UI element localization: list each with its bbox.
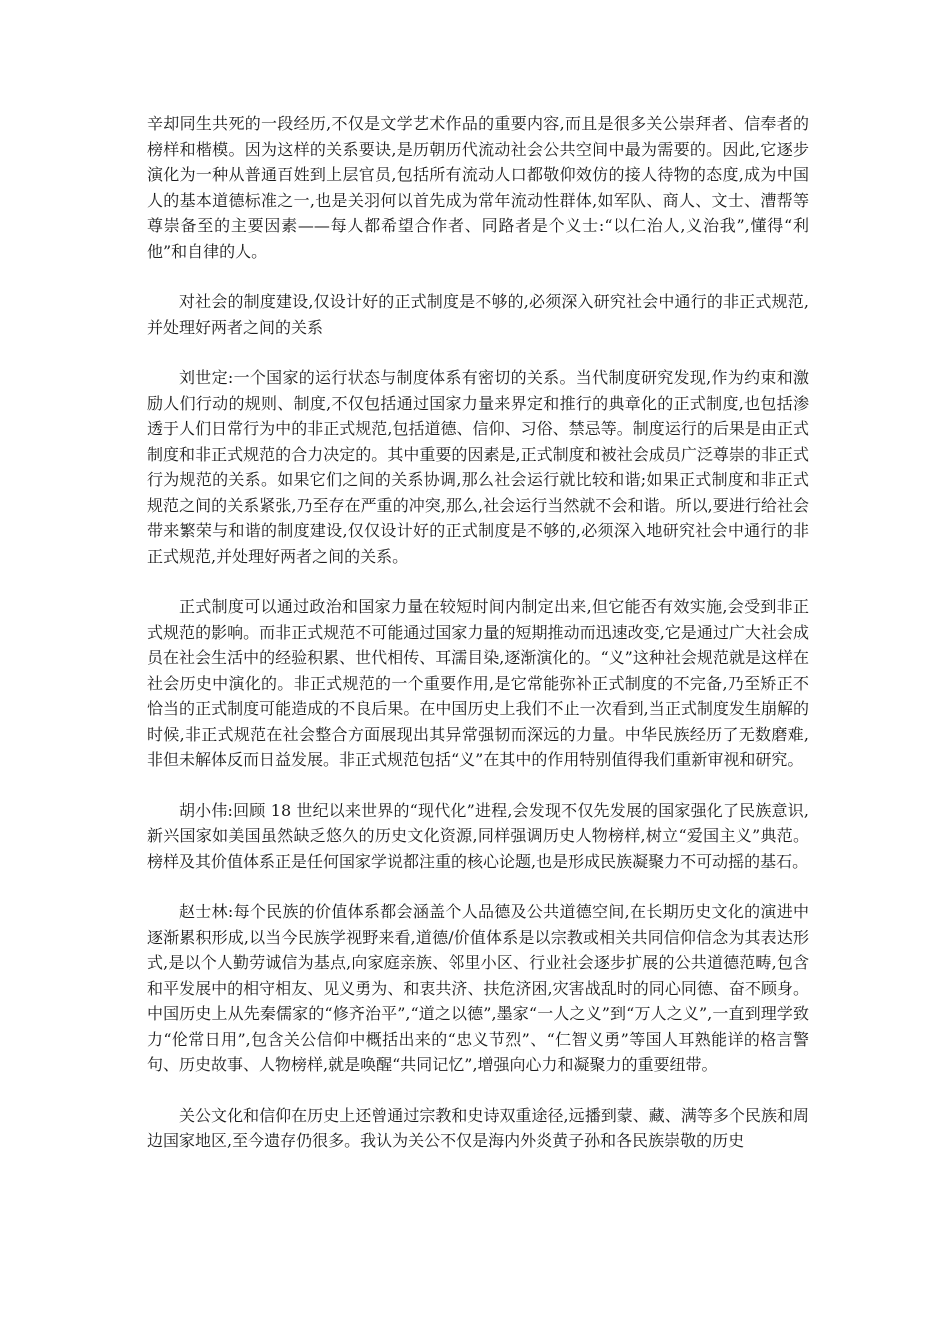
paragraph-formal-institutions: 正式制度可以通过政治和国家力量在较短时间内制定出来,但它能否有效实施,会受到非正式规范的影响。而非正式规范不可能通过国家力量的短期推动而迅速改变,它是通过广大社会成员在社会生活中的经验积累、世代相传、耳濡目染,逐渐演化的。“义”这种社会规范就是这样在社会历史中演化的。非正式规范的一个重要作用,是它常能弥补正式制度的不完备,乃至矫正不恰当的正式制度可能造成的不良后果。在中国历史上我们不止一次看到,当正式制度发生崩解的时候,非正式规范在社会整合方面展现出其异常强韧而深远的力量。中华民族经历了无数磨难,非但未解体反而日益发展。非正式规范包括“义”在其中的作用特别值得我们重新审视和研究。 bbox=[147, 597, 809, 769]
section-heading-paragraph: 对社会的制度建设,仅设计好的正式制度是不够的,必须深入研究社会中通行的非正式规范,并处理好两者之间的关系 bbox=[147, 292, 809, 337]
paragraph-guangong-culture: 关公文化和信仰在历史上还曾通过宗教和史诗双重途径,远播到蒙、藏、满等多个民族和周边国家地区,至今遗存仍很多。我认为关公不仅是海内外炎黄子孙和各民族崇敬的历史 bbox=[147, 1105, 809, 1150]
document-body bbox=[147, 111, 809, 1179]
paragraph-hu-xiaowei: 胡小伟:回顾 18 世纪以来世界的“现代化”进程,会发现不仅先发展的国家强化了民族意识,新兴国家如美国虽然缺乏悠久的历史文化资源,同样强调历史人物榜样,树立“爱国主义”典范。榜样及其价值体系正是任何国家学说都注重的核心论题,也是形成民族凝聚力不可动摇的基石。 bbox=[147, 800, 809, 871]
paragraph-liu-shiding: 刘世定:一个国家的运行状态与制度体系有密切的关系。当代制度研究发现,作为约束和激励人们行动的规则、制度,不仅包括通过国家力量来界定和推行的典章化的正式制度,也包括渗透于人们日常行为中的非正式规范,包括道德、信仰、习俗、禁忌等。制度运行的后果是由正式制度和非正式规范的合力决定的。其中重要的因素是,正式制度和被社会成员广泛尊崇的非正式行为规范的关系。如果它们之间的关系协调,那么社会运行就比较和谐;如果正式制度和非正式规范之间的关系紧张,乃至存在严重的冲突,那么,社会运行当然就不会和谐。所以,要进行给社会带来繁荣与和谐的制度建设,仅仅设计好的正式制度是不够的,必须深入地研究社会中通行的非正式规范,并处理好两者之间的关系。 bbox=[147, 368, 809, 566]
paragraph-continuation: 辛却同生共死的一段经历,不仅是文学艺术作品的重要内容,而且是很多关公崇拜者、信奉者的榜样和楷模。因为这样的关系要诀,是历朝历代流动社会公共空间中最为需要的。因此,它逐步演化为一种从普通百姓到上层官员,包括所有流动人口都敬仰效仿的接人待物的态度,成为中国人的基本道德标准之一,也是关羽何以首先成为常年流动性群体,如军队、商人、文士、漕帮等尊崇备至的主要因素——每人都希望合作者、同路者是个义士:“以仁治人,义治我”,懂得“利他”和自律的人。 bbox=[147, 114, 809, 261]
paragraph-zhao-shilin: 赵士林:每个民族的价值体系都会涵盖个人品德及公共道德空间,在长期历史文化的演进中逐渐累积形成,以当今民族学视野来看,道德/价值体系是以宗教或相关共同信仰信念为其表达形式,是以个人勤劳诚信为基点,向家庭亲族、邻里小区、行业社会逐步扩展的公共道德范畴,包含和平发展中的相守相友、见义勇为、和衷共济、扶危济困,灾害战乱时的同心同德、奋不顾身。中国历史上从先秦儒家的“修齐治平”,“道之以德”,墨家“一人之义”到“万人之义”,一直到理学致力“伦常日用”,包含关公信仰中概括出来的“忠义节烈”、“仁智义勇”等国人耳熟能详的格言警句、历史故事、人物榜样,就是唤醒“共同记忆”,增强向心力和凝聚力的重要纽带。 bbox=[147, 902, 809, 1074]
